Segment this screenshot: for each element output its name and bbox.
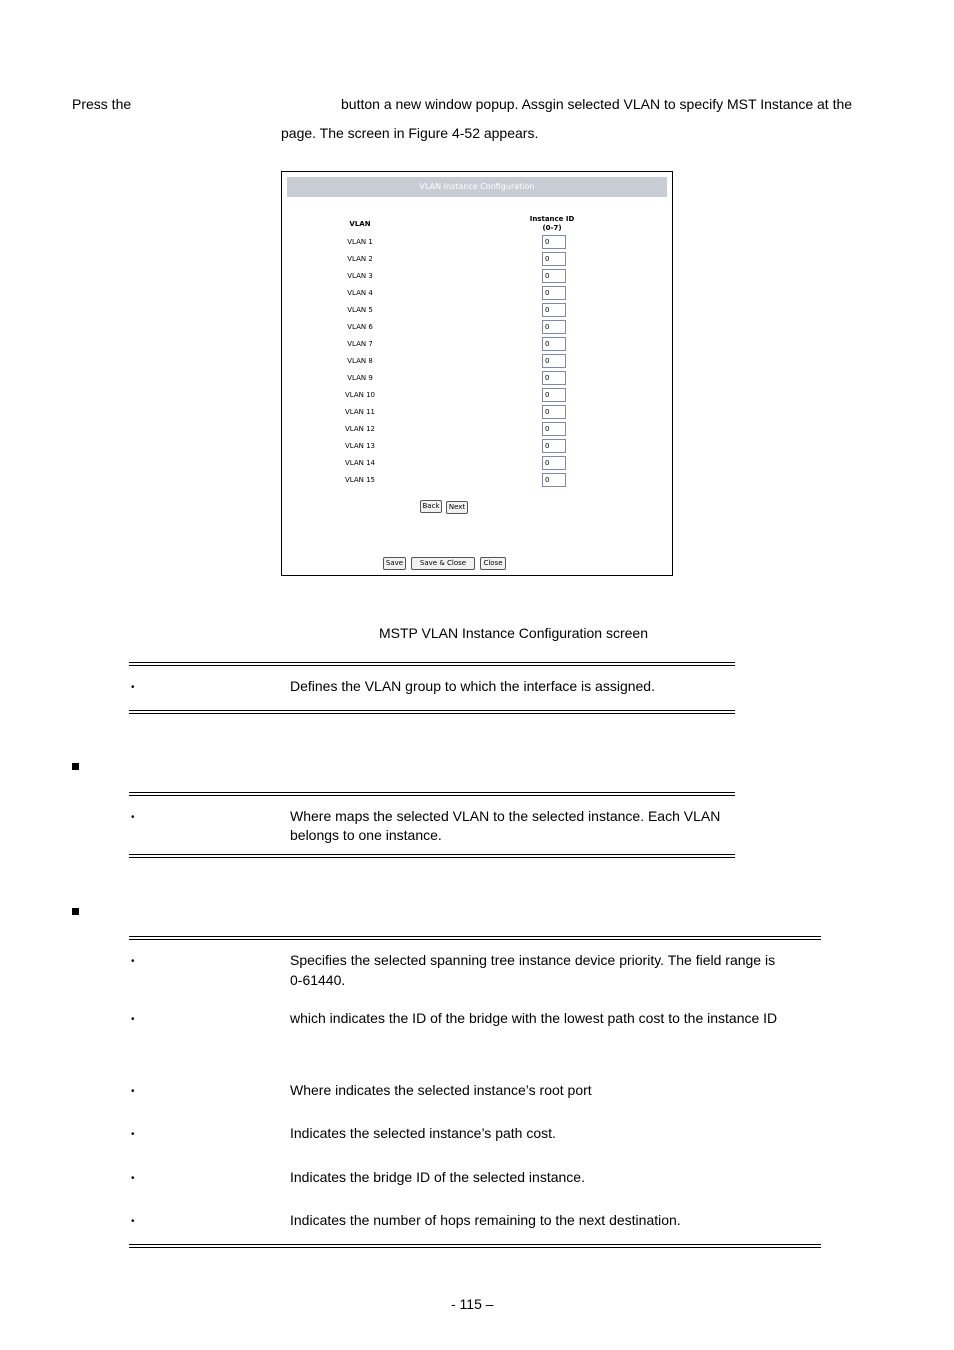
- table3-desc: 0-61440.: [290, 972, 346, 988]
- window-title: VLAN Instance Configuration: [287, 177, 667, 197]
- table3-bullet: •: [131, 956, 135, 967]
- vlan-column-header: VLAN: [349, 220, 371, 228]
- table3-bullet: •: [131, 1216, 135, 1227]
- section-marker-square: [72, 763, 79, 770]
- table1-desc: Defines the VLAN group to which the interface is assigned.: [290, 678, 655, 694]
- table3-desc: which indicates the ID of the bridge with the lowest path cost to the instance ID: [290, 1010, 778, 1026]
- vlan-label: VLAN 2: [347, 255, 373, 263]
- table3-desc: Indicates the number of hops remaining to the next destination.: [290, 1212, 681, 1228]
- vlan-label: VLAN 3: [347, 272, 373, 280]
- table3-bullet: •: [131, 1129, 135, 1140]
- vlan-label: VLAN 11: [344, 408, 375, 416]
- table1-bottom-rule-2: [129, 713, 735, 714]
- table3-desc: Where indicates the selected instance’s root port: [290, 1082, 592, 1098]
- table3-bullet: •: [131, 1086, 135, 1097]
- save-button[interactable]: Save: [383, 557, 406, 570]
- instance-header-line2: (0-7): [542, 224, 562, 232]
- table3-top-rule: [129, 936, 821, 937]
- next-button[interactable]: Next: [446, 501, 468, 514]
- table3-desc: Specifies the selected spanning tree instance device priority. The field range is: [290, 952, 776, 968]
- instance-id-input[interactable]: [542, 371, 566, 385]
- table2-desc-line2: belongs to one instance.: [290, 827, 442, 843]
- table3-desc: Indicates the bridge ID of the selected instance.: [290, 1169, 585, 1185]
- figure-caption: MSTP VLAN Instance Configuration screen: [379, 625, 648, 641]
- table3-bottom-rule-2: [129, 1247, 821, 1248]
- table2-bullet: •: [131, 812, 135, 823]
- intro-press-the: Press the: [72, 96, 132, 112]
- table1-top-rule-2: [129, 665, 735, 666]
- vlan-label: VLAN 7: [347, 340, 373, 348]
- instance-id-input[interactable]: [542, 456, 566, 470]
- table3-bullet: •: [131, 1014, 135, 1025]
- table3-bottom-rule: [129, 1244, 821, 1245]
- instance-id-input[interactable]: [542, 405, 566, 419]
- instance-id-input[interactable]: [542, 439, 566, 453]
- vlan-label: VLAN 13: [344, 442, 375, 450]
- intro-line2: page. The screen in Figure 4-52 appears.: [281, 125, 539, 141]
- instance-id-input[interactable]: [542, 422, 566, 436]
- table2-bottom-rule: [129, 854, 735, 855]
- vlan-label: VLAN 5: [347, 306, 373, 314]
- vlan-label: VLAN 1: [347, 238, 373, 246]
- instance-header-line1: Instance ID: [529, 215, 575, 223]
- instance-id-input[interactable]: [542, 473, 566, 487]
- instance-id-input[interactable]: [542, 286, 566, 300]
- instance-id-input[interactable]: [542, 235, 566, 249]
- instance-id-input[interactable]: [542, 269, 566, 283]
- intro-button-text: button a new window popup. Assgin selected VLAN to specify MST Instance at the: [341, 96, 853, 112]
- instance-id-input[interactable]: [542, 320, 566, 334]
- vlan-label: VLAN 8: [347, 357, 373, 365]
- instance-column-header: [522, 215, 582, 233]
- table1-bottom-rule: [129, 710, 735, 711]
- table3-top-rule-2: [129, 939, 821, 940]
- vlan-label: VLAN 10: [344, 391, 375, 399]
- vlan-label: VLAN 14: [344, 459, 375, 467]
- table1-top-rule: [129, 662, 735, 663]
- instance-id-input[interactable]: [542, 337, 566, 351]
- back-button[interactable]: Back: [420, 500, 442, 513]
- instance-id-input[interactable]: [542, 303, 566, 317]
- vlan-label: VLAN 6: [347, 323, 373, 331]
- vlan-instance-config-window: [281, 171, 673, 576]
- instance-id-input[interactable]: [542, 388, 566, 402]
- save-close-button[interactable]: Save & Close: [411, 557, 475, 570]
- section-marker-square: [72, 908, 79, 915]
- instance-id-input[interactable]: [542, 252, 566, 266]
- instance-id-input[interactable]: [542, 354, 566, 368]
- close-button[interactable]: Close: [480, 557, 506, 570]
- table3-desc: Indicates the selected instance’s path cost.: [290, 1125, 556, 1141]
- table1-bullet: •: [131, 682, 135, 693]
- vlan-label: VLAN 12: [344, 425, 375, 433]
- table2-top-rule: [129, 792, 735, 793]
- vlan-label: VLAN 9: [347, 374, 373, 382]
- table2-top-rule-2: [129, 795, 735, 796]
- page-number: - 115 –: [451, 1296, 494, 1312]
- table2-desc-line1: Where maps the selected VLAN to the selected instance. Each VLAN: [290, 808, 721, 824]
- vlan-label: VLAN 15: [344, 476, 375, 484]
- table3-bullet: •: [131, 1173, 135, 1184]
- table2-bottom-rule-2: [129, 857, 735, 858]
- vlan-label: VLAN 4: [347, 289, 373, 297]
